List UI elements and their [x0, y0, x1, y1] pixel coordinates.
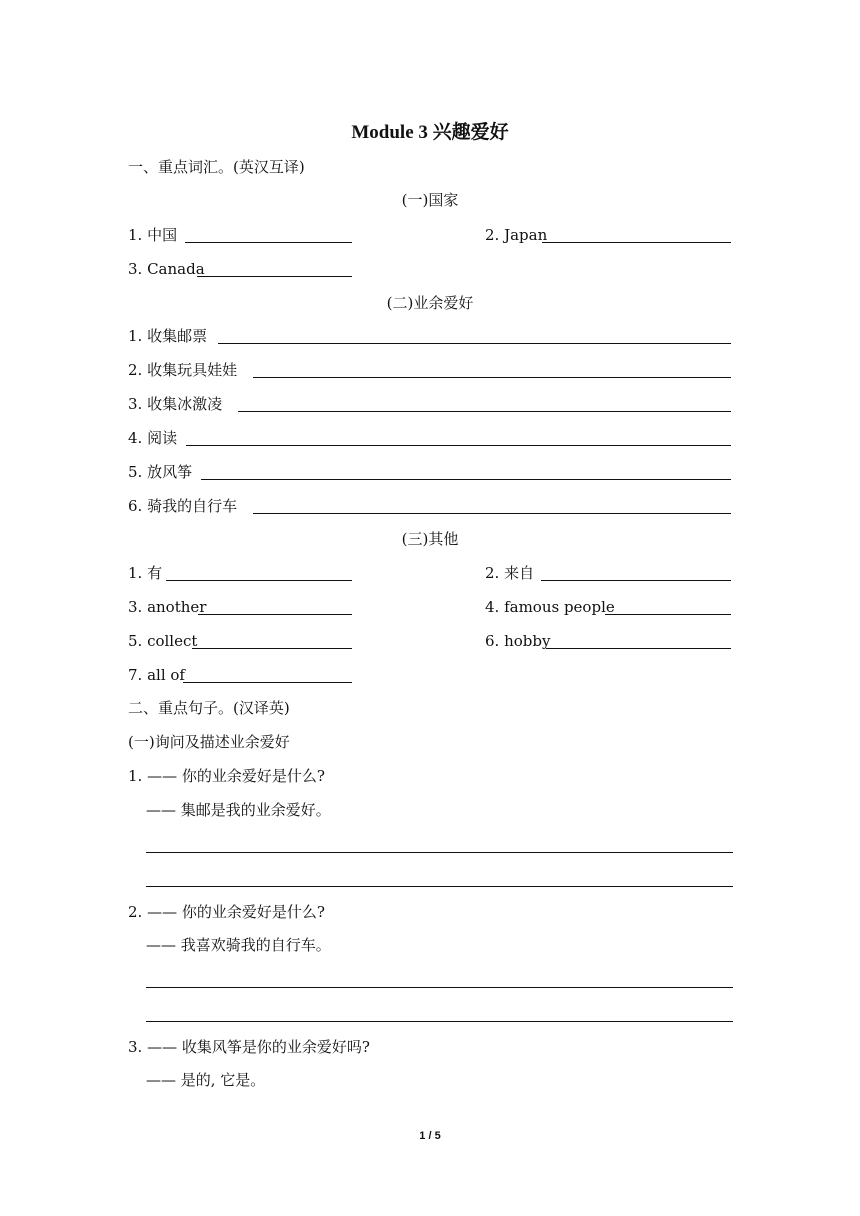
- answer-blank[interactable]: [185, 242, 352, 243]
- vocab-item: 2. Japan: [485, 226, 548, 244]
- answer-blank[interactable]: [253, 513, 731, 514]
- answer-blank[interactable]: [186, 445, 731, 446]
- question-line: 2. —— 你的业余爱好是什么?: [128, 903, 325, 921]
- vocab-item: 7. all of: [128, 666, 185, 684]
- vocab-item: 6. 骑我的自行车: [128, 497, 238, 515]
- vocab-item: 4. famous people: [485, 598, 615, 616]
- answer-blank[interactable]: [605, 614, 731, 615]
- answer-line[interactable]: [146, 852, 733, 853]
- vocab-item: 3. another: [128, 598, 207, 616]
- answer-blank[interactable]: [238, 411, 731, 412]
- answer-blank[interactable]: [546, 648, 731, 649]
- vocab-item: 2. 收集玩具娃娃: [128, 361, 238, 379]
- answer-blank[interactable]: [201, 479, 731, 480]
- vocab-item: 3. Canada: [128, 260, 205, 278]
- answer-blank[interactable]: [166, 580, 352, 581]
- section-1-heading: 一、重点词汇。(英汉互译): [128, 158, 305, 176]
- vocab-item: 5. collect: [128, 632, 198, 650]
- vocab-item: 1. 中国: [128, 226, 178, 244]
- page-number: 1 / 5: [419, 1130, 441, 1142]
- group-1-heading: (一)国家: [401, 191, 459, 209]
- answer-prompt-line: —— 集邮是我的业余爱好。: [146, 801, 331, 819]
- vocab-item: 3. 收集冰激凌: [128, 395, 223, 413]
- subsection-heading: (一)询问及描述业余爱好: [128, 733, 290, 751]
- group-3-heading: (三)其他: [401, 530, 459, 548]
- vocab-item: 2. 来自: [485, 564, 535, 582]
- answer-blank[interactable]: [197, 276, 352, 277]
- page-title: Module 3 兴趣爱好: [351, 122, 509, 143]
- answer-blank[interactable]: [541, 580, 731, 581]
- answer-blank[interactable]: [542, 242, 731, 243]
- group-2-heading: (二)业余爱好: [386, 294, 474, 312]
- answer-prompt-line: —— 是的, 它是。: [146, 1071, 266, 1089]
- vocab-item: 4. 阅读: [128, 429, 178, 447]
- vocab-item: 6. hobby: [485, 632, 551, 650]
- question-line: 1. —— 你的业余爱好是什么?: [128, 767, 325, 785]
- section-2-heading: 二、重点句子。(汉译英): [128, 699, 290, 717]
- vocab-item: 1. 收集邮票: [128, 327, 208, 345]
- answer-line[interactable]: [146, 987, 733, 988]
- answer-blank[interactable]: [198, 614, 352, 615]
- question-line: 3. —— 收集风筝是你的业余爱好吗?: [128, 1038, 370, 1056]
- answer-blank[interactable]: [192, 648, 352, 649]
- answer-blank[interactable]: [253, 377, 731, 378]
- vocab-item: 1. 有: [128, 564, 163, 582]
- answer-blank[interactable]: [218, 343, 731, 344]
- answer-prompt-line: —— 我喜欢骑我的自行车。: [146, 936, 331, 954]
- vocab-item: 5. 放风筝: [128, 463, 193, 481]
- answer-line[interactable]: [146, 1021, 733, 1022]
- answer-line[interactable]: [146, 886, 733, 887]
- answer-blank[interactable]: [183, 682, 352, 683]
